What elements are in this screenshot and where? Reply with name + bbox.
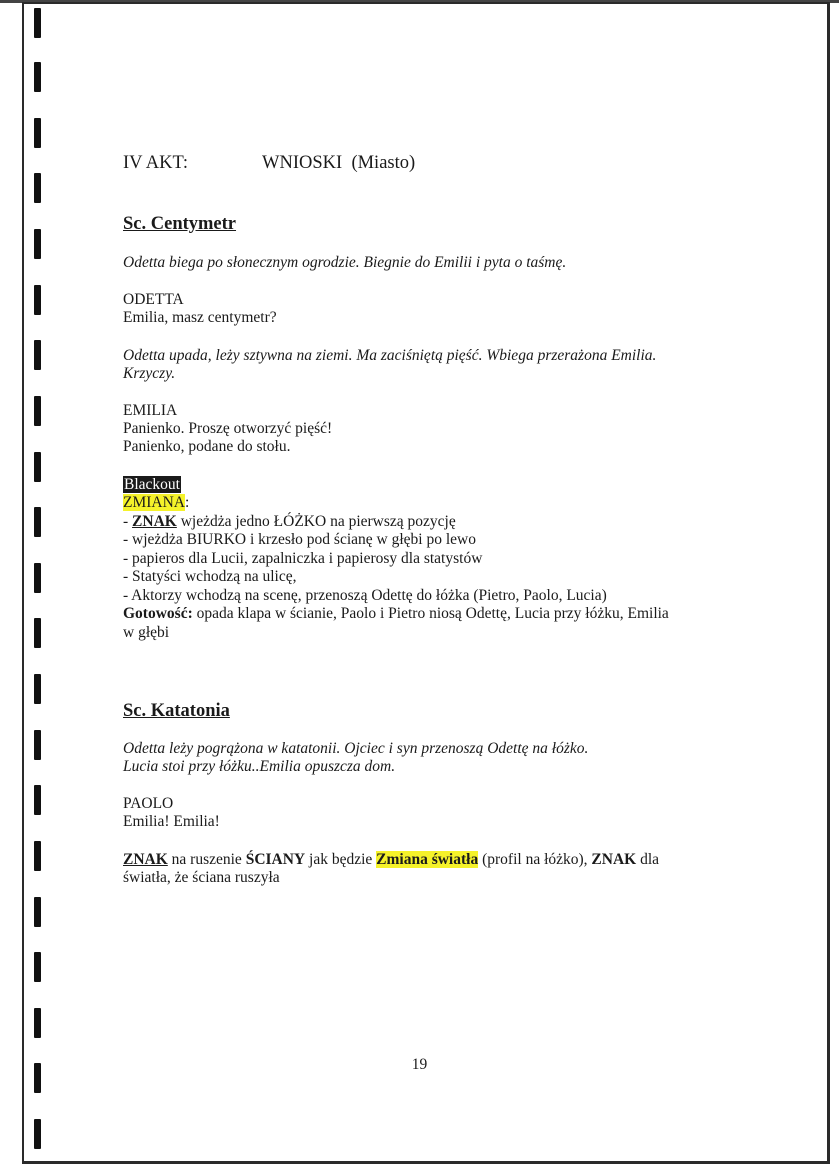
binder-hole (34, 118, 41, 148)
light-change-label: Zmiana światła (376, 851, 479, 868)
change-label: ZMIANA (123, 494, 185, 511)
binder-hole (34, 62, 41, 92)
znak-label: ZNAK (132, 513, 177, 530)
change-cue: ZMIANA: (123, 494, 190, 511)
binder-hole (34, 340, 41, 370)
binder-hole (34, 1119, 41, 1149)
scene-heading: Sc. Katatonia (123, 701, 230, 721)
character-name: ODETTA (123, 291, 184, 308)
scene-heading: Sc. Centymetr (123, 214, 237, 234)
binder-hole (34, 173, 41, 203)
binder-hole (34, 285, 41, 315)
wall-label: ŚCIANY (245, 851, 306, 868)
dialogue-line: Emilia, masz centymetr? (123, 309, 277, 326)
binder-hole (34, 507, 41, 537)
act-label: IV AKT: (123, 153, 189, 173)
readiness-line-cont: w głębi (123, 624, 170, 641)
binder-hole (34, 897, 41, 927)
page-number: 19 (411, 1056, 428, 1073)
act-location: (Miasto) (351, 153, 416, 173)
blackout-label: Blackout (124, 476, 180, 493)
stage-direction: Krzyczy. (123, 365, 176, 382)
readiness-line: Gotowość: opada klapa w ścianie, Paolo i Pietro niosą Odettę, Lucia przy łóżku, Emilia (123, 605, 669, 622)
cue-item: - Statyści wchodzą na ulicę, (123, 568, 297, 585)
binder-hole (34, 563, 41, 593)
stage-direction: Lucia stoi przy łóżku..Emilia opuszcza dom. (123, 758, 396, 775)
binder-hole (34, 674, 41, 704)
cue-item: - Aktorzy wchodzą na scenę, przenoszą Odettę do łóżka (Pietro, Paolo, Lucia) (123, 587, 607, 604)
binder-hole (34, 785, 41, 815)
znak-cue-line: ZNAK na ruszenie ŚCIANY jak będzie Zmiana światła (profil na łóżko), ZNAK dla (123, 851, 660, 868)
binder-hole (34, 841, 41, 871)
znak-label: ZNAK (123, 851, 168, 868)
binder-hole (34, 8, 41, 38)
cue-item: - ZNAK wjeżdża jedno ŁÓŻKO na pierwszą pozycję (123, 513, 456, 530)
readiness-label: Gotowość: (123, 605, 193, 622)
dialogue-line: Panienko, podane do stołu. (123, 438, 291, 455)
character-name: EMILIA (123, 402, 178, 419)
binder-hole (34, 618, 41, 648)
dialogue-line: Panienko. Proszę otworzyć pięść! (123, 420, 333, 437)
znak-cue-line-cont: światła, że ściana ruszyła (123, 869, 280, 886)
stage-direction: Odetta biega po słonecznym ogrodzie. Biegnie do Emilii i pyta o taśmę. (123, 254, 567, 271)
binder-hole (34, 730, 41, 760)
binder-hole (34, 229, 41, 259)
binder-hole (34, 1008, 41, 1038)
cue-item: - wjeżdża BIURKO i krzesło pod ścianę w głębi po lewo (123, 531, 476, 548)
znak-label: ZNAK (591, 851, 637, 868)
binder-hole (34, 952, 41, 982)
dialogue-line: Emilia! Emilia! (123, 813, 220, 830)
character-name: PAOLO (123, 795, 174, 812)
stage-direction: Odetta leży pogrążona w katatonii. Ojciec i syn przenoszą Odettę na łóżko. (123, 740, 589, 757)
act-title: WNIOSKI (262, 153, 343, 173)
cue-item: - papieros dla Lucii, zapalniczka i papierosy dla statystów (123, 550, 483, 567)
binder-hole (34, 396, 41, 426)
binder-hole (34, 452, 41, 482)
blackout-cue (123, 476, 723, 494)
act-header (123, 154, 723, 172)
stage-direction: Odetta upada, leży sztywna na ziemi. Ma zaciśniętą pięść. Wbiega przerażona Emilia. (123, 347, 657, 364)
